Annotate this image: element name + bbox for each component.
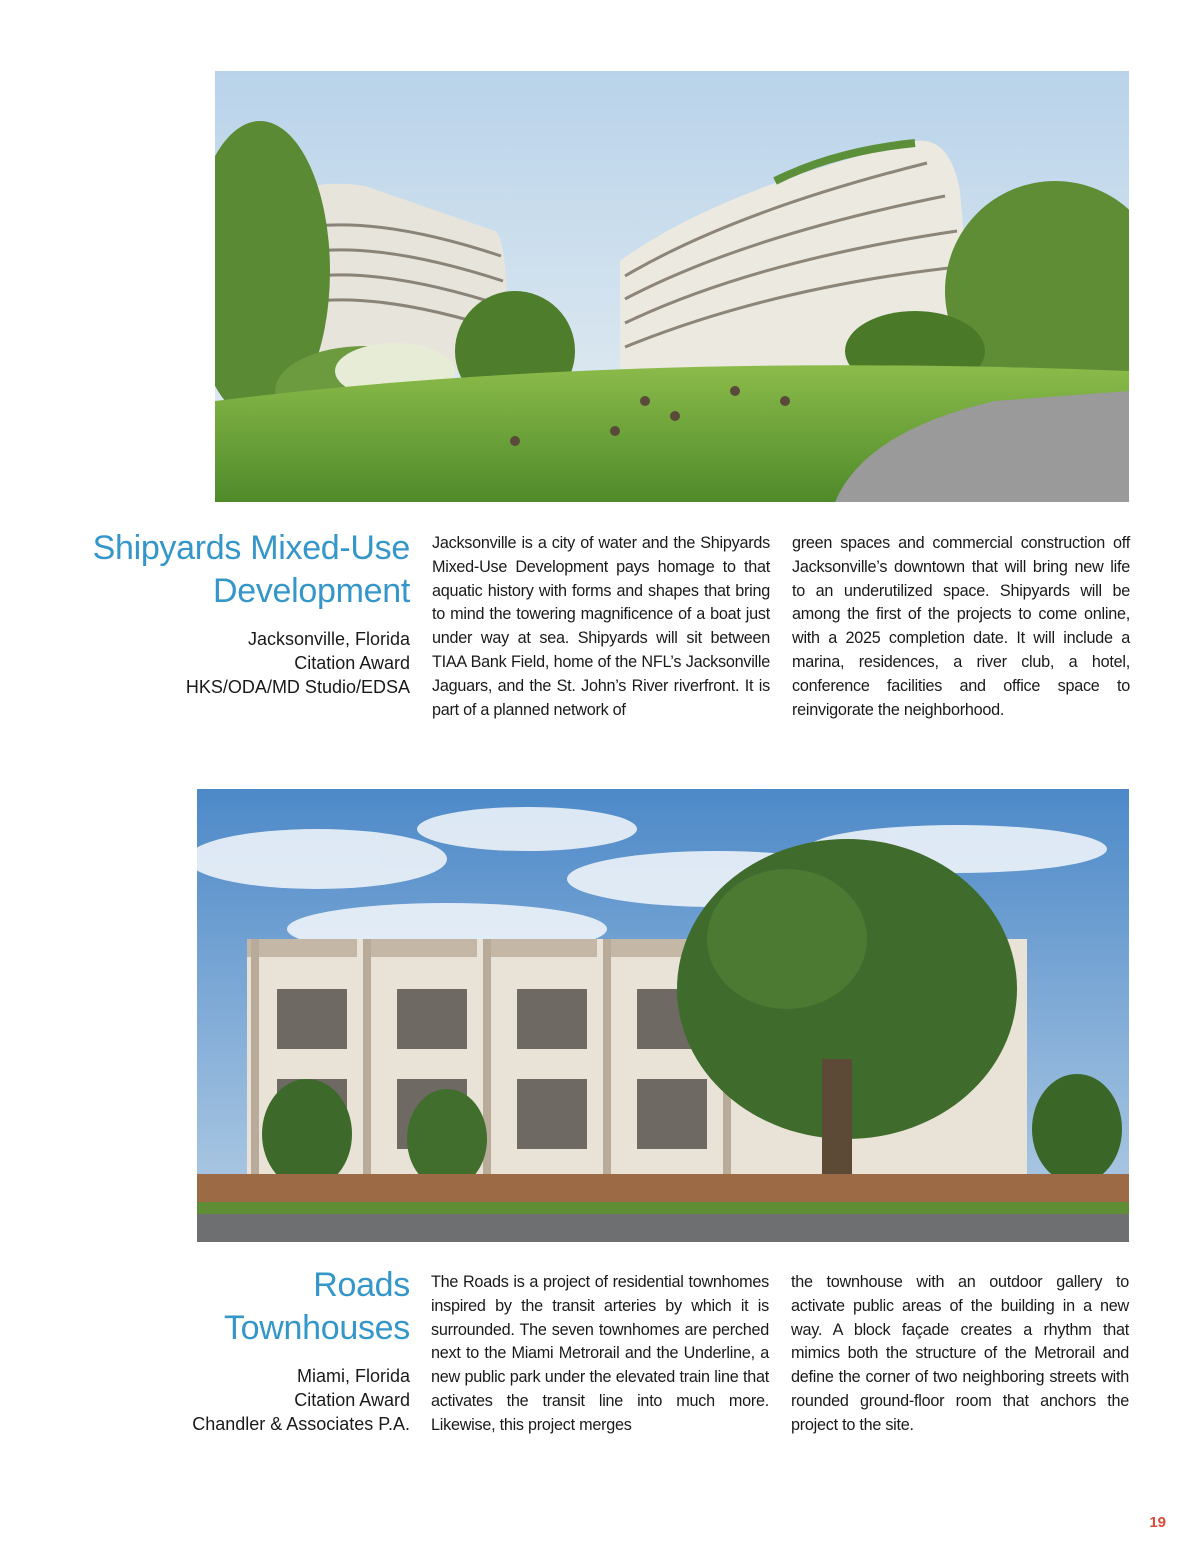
project-firm: Chandler & Associates P.A. <box>192 1414 410 1434</box>
project-header-shipyards <box>40 527 410 699</box>
project-description-column-2: the townhouse with an outdoor gallery to activate public areas of the building in a new way. A block façade creates a rhythm that mimics both the structure of the Metrorail and define the corner of two neighboring streets with rounded ground-floor room that anchors the project to the site. <box>791 1273 1129 1434</box>
project-title-line1: Shipyards Mixed-Use <box>92 529 410 567</box>
project-title <box>40 1264 410 1350</box>
project-meta <box>40 1364 410 1436</box>
roads-townhouses-rendering-image <box>197 789 1129 1242</box>
project-header-roads-townhouses <box>40 1264 410 1436</box>
project-location: Miami, Florida <box>296 1366 410 1386</box>
project-description-column-2: green spaces and commercial construction off Jacksonville’s downtown that will bring new life to an underutilized space. Shipyards will be among the first of the projects to come online, with a 2025 completion date. It will include a marina, residences, a river club, a hotel, conference facilities and office space to reinvigorate the neighborhood. <box>792 534 1130 719</box>
project-description-column-1: Jacksonville is a city of water and the Shipyards Mixed-Use Development pays homage to that aquatic history with forms and shapes that bring to mind the towering magnificence of a boat just under way at sea. Shipyards will sit between TIAA Bank Field, home of the NFL’s Jacksonville Jaguars, and the St. John’s River riverfront. It is part of a planned network of <box>432 534 770 719</box>
project-firm: HKS/ODA/MD Studio/EDSA <box>185 677 410 697</box>
project-meta <box>40 627 410 699</box>
project-description-column-1: The Roads is a project of residential townhomes inspired by the transit arteries by which it is surrounded. The seven townhomes are perched next to the Miami Metrorail and the Underline, a new public park under the elevated train line that activates the transit line into much more. Likewise, this project merges <box>431 1273 769 1434</box>
project-title-line2: Townhouses <box>223 1309 410 1347</box>
project-title <box>40 527 410 613</box>
project-location: Jacksonville, Florida <box>247 629 410 649</box>
project-title-line2: Development <box>212 572 410 610</box>
page-number: 19 <box>1149 1514 1166 1531</box>
shipyards-rendering-image <box>215 71 1129 502</box>
project-award: Citation Award <box>294 1390 410 1410</box>
project-title-line1: Roads <box>313 1266 410 1304</box>
project-award: Citation Award <box>294 653 410 673</box>
